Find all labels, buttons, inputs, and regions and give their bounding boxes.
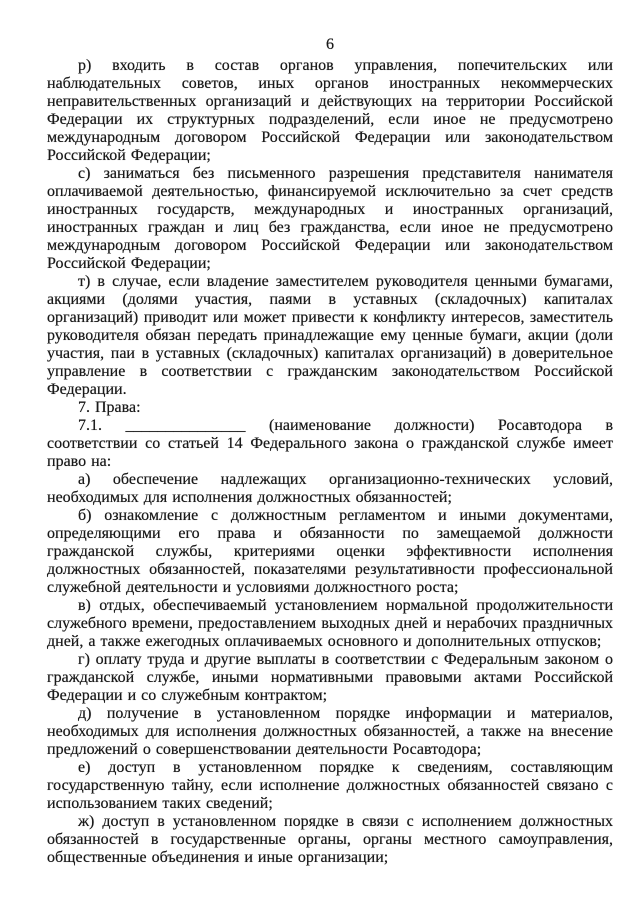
paragraph-a: а) обеспечение надлежащих организационно-технических условий, необходимых для исполнения должностных обязанностей; [47,471,613,506]
paragraph-v: в) отдых, обеспечиваемый установлением нормальной продолжительности служебного времени, предоставлением выходных дней и нерабочих праздничных дней, а также ежегодных оплачиваемых основного и дополнительных отпусков; [47,597,613,650]
page-number: 6 [326,36,334,53]
paragraph-d: д) получение в установленном порядке информации и материалов, необходимых для исполнения должностных обязанностей, а также на внесение предложений о совершенствовании деятельности Росавтодора; [47,705,613,758]
paragraph-s: с) заниматься без письменного разрешения представителя нанимателя оплачиваемой деятельностью, финансируемой исключительно за счет средств иностранных государств, международных и иностранных организаций, иностранных граждан и лиц без гражданства, если иное не предусмотрено международным договором Российской Федерации или законодательством Российской Федерации; [47,165,613,272]
paragraph-7-1: 7.1. _______________ (наименование должности) Росавтодора в соответствии со статьей 14 Федерального закона о гражданской службе имеет право на: [47,417,613,470]
section-7-heading: 7. Права: [78,399,141,416]
paragraph-t: т) в случае, если владение заместителем руководителя ценными бумагами, акциями (долями участия, паями в уставных (складочных) капиталах организаций) приводит или может привести к конфликту интересов, заместитель руководителя обязан передать принадлежащие ему ценные бумаги, акции (доли участия, паи в уставных (складочных) капиталах организаций) в доверительное управление в соответствии с гражданским законодательством Российской Федерации. [47,273,613,398]
paragraph-g: г) оплату труда и другие выплаты в соответствии с Федеральным законом о гражданской службе, иными нормативными правовыми актами Российской Федерации и со служебным контрактом; [47,651,613,704]
paragraph-r: р) входить в состав органов управления, попечительских или наблюдательных советов, иных органов иностранных некоммерческих неправительственных организаций и действующих на территории Российской Федерации их структурных подразделений, если иное не предусмотрено международным договором Российской Федерации или законодательством Российской Федерации; [47,57,613,164]
paragraph-zh: ж) доступ в установленном порядке в связи с исполнением должностных обязанностей в государственные органы, органы местного самоуправления, общественные объединения и иные организации; [47,813,613,866]
document-content [47,36,613,867]
paragraph-b: б) ознакомление с должностным регламентом и иными документами, определяющими его права и обязанности по замещаемой должности гражданской службы, критериями оценки эффективности исполнения должностных обязанностей, показателями результативности профессиональной служебной деятельности и условиями должностного роста; [47,507,613,596]
paragraph-e: е) доступ в установленном порядке к сведениям, составляющим государственную тайну, если исполнение должностных обязанностей связано с использованием таких сведений; [47,759,613,812]
